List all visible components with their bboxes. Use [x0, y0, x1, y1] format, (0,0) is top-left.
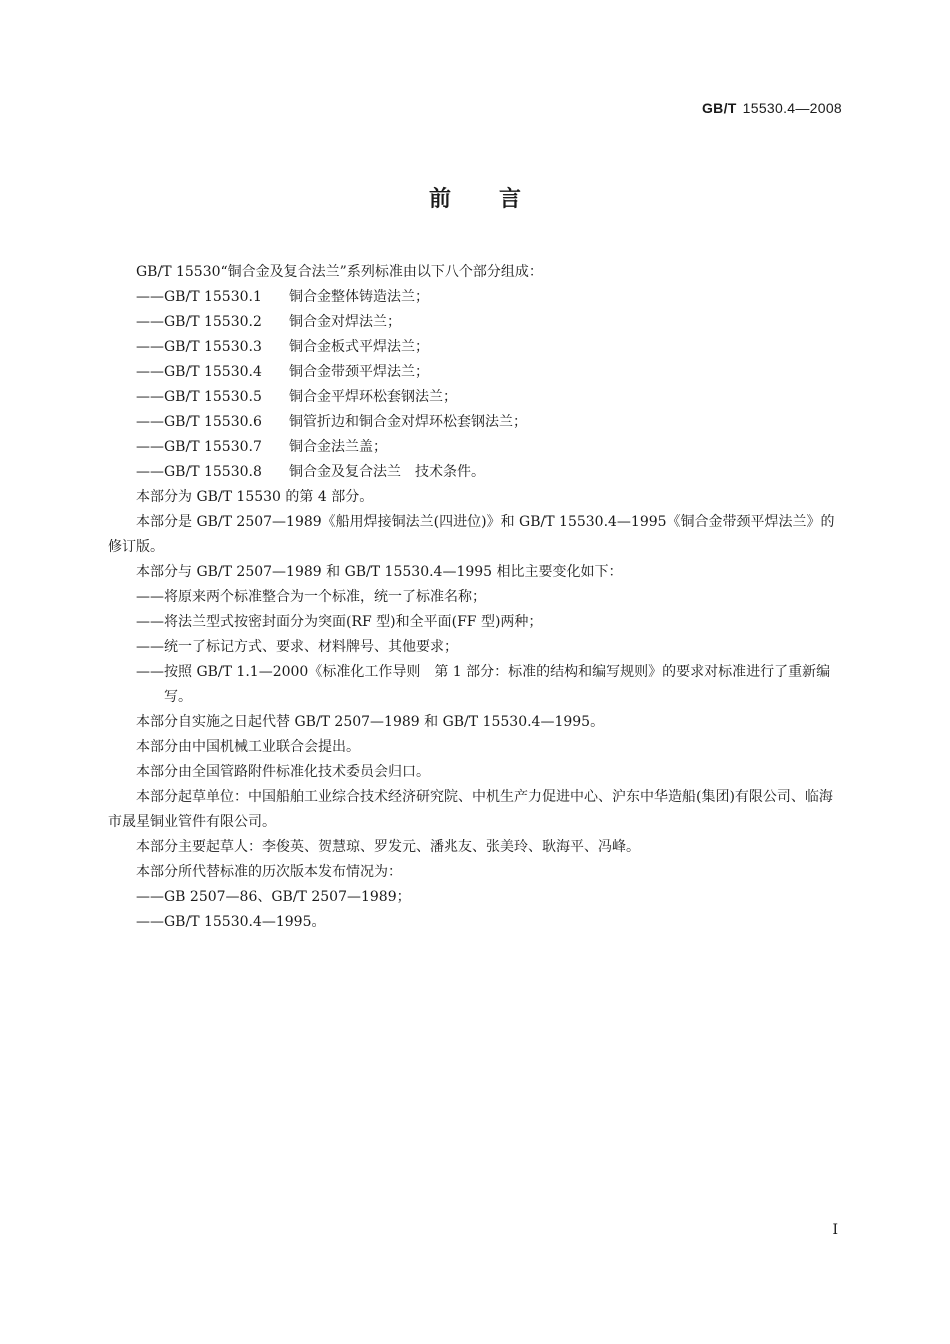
centralized-by: 本部分由全国管路附件标准化技术委员会归口。 — [136, 764, 430, 780]
part-item: ——GB/T 15530.3 铜合金板式平焊法兰； — [136, 339, 429, 355]
page-number: I — [832, 1222, 838, 1238]
change-item: ——统一了标记方式、要求、材料牌号、其他要求； — [136, 639, 458, 655]
history-intro: 本部分所代替标准的历次版本发布情况为： — [136, 864, 402, 880]
standard-code — [702, 100, 842, 116]
proposed-by: 本部分由中国机械工业联合会提出。 — [136, 739, 360, 755]
revision-statement: 本部分是 GB/T 2507—1989《船用焊接铜法兰(四进位)》和 GB/T 15530.4—1995《铜合金带颈平焊法兰》的修订版。 — [108, 514, 835, 555]
standard-prefix: GB/T — [701, 100, 737, 116]
part-item: ——GB/T 15530.8 铜合金及复合法兰 技术条件。 — [136, 464, 485, 480]
part-item: ——GB/T 15530.6 铜管折边和铜合金对焊环松套钢法兰； — [136, 414, 527, 430]
change-item: ——按照 GB/T 1.1—2000《标准化工作导则 第 1 部分：标准的结构和编写规则》的要求对标准进行了重新编写。 — [136, 664, 831, 705]
part-item: ——GB/T 15530.4 铜合金带颈平焊法兰； — [136, 364, 429, 380]
drafting-units: 本部分起草单位：中国船舶工业综合技术经济研究院、中机生产力促进中心、沪东中华造船(集团)有限公司、临海市晟星铜业管件有限公司。 — [108, 789, 833, 830]
history-item: ——GB/T 15530.4—1995。 — [136, 914, 326, 930]
title-char-1: 前 — [428, 187, 451, 212]
page-title — [0, 182, 950, 213]
part-item: ——GB/T 15530.5 铜合金平焊环松套钢法兰； — [136, 389, 457, 405]
change-item: ——将原来两个标准整合为一个标准，统一了标准名称； — [136, 589, 486, 605]
part-item: ——GB/T 15530.7 铜合金法兰盖； — [136, 439, 387, 455]
title-char-2: 言 — [499, 187, 522, 212]
part-item: ——GB/T 15530.2 铜合金对焊法兰； — [136, 314, 401, 330]
part-item: ——GB/T 15530.1 铜合金整体铸造法兰； — [136, 289, 429, 305]
changes-intro: 本部分与 GB/T 2507—1989 和 GB/T 15530.4—1995 相比主要变化如下： — [136, 564, 623, 580]
intro-paragraph: GB/T 15530“铜合金及复合法兰”系列标准由以下八个部分组成： — [136, 264, 543, 280]
foreword-body — [108, 260, 844, 935]
part-statement: 本部分为 GB/T 15530 的第 4 部分。 — [136, 489, 374, 505]
drafters: 本部分主要起草人：李俊英、贺慧琼、罗发元、潘兆友、张美玲、耿海平、冯峰。 — [136, 839, 640, 855]
standard-number: 15530.4—2008 — [742, 100, 842, 116]
change-item: ——将法兰型式按密封面分为突面(RF 型)和全平面(FF 型)两种； — [136, 614, 543, 630]
history-item: ——GB 2507—86、GB/T 2507—1989； — [136, 889, 411, 905]
replaces-statement: 本部分自实施之日起代替 GB/T 2507—1989 和 GB/T 15530.4—1995。 — [136, 714, 605, 730]
